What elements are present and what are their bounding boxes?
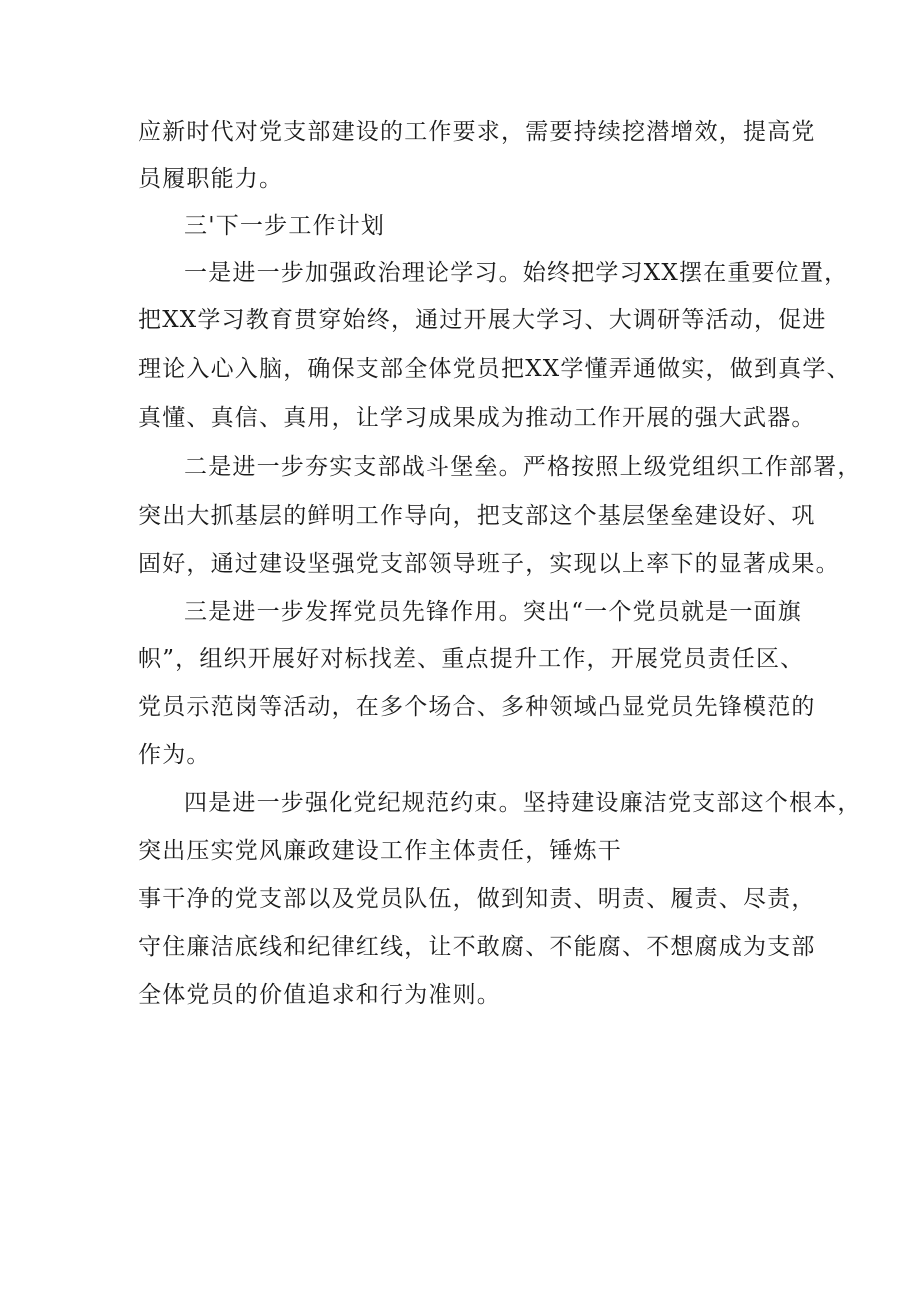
body-text-line: 帜”，组织开展好对标找差、重点提升工作，开展党员责任区、 — [138, 646, 805, 672]
body-text-line: 把XX学习教育贯穿始终，通过开展大学习、大调研等活动，促进 — [138, 307, 827, 333]
body-text-line: 应新时代对党支部建设的工作要求，需要持续挖潜增效，提高党 — [138, 119, 816, 145]
body-text-line: 突出压实党风廉政建设工作主体责任，锤炼干 — [138, 838, 622, 864]
body-text-line: 守住廉洁底线和纪律红线，让不敢腐、不能腐、不想腐成为支部 — [138, 934, 816, 960]
body-text-line: 固好，通过建设坚强党支部领导班子，实现以上率下的显著成果。 — [138, 551, 840, 577]
paragraph-first-line: 四是进一步强化党纪规范约束。坚持建设廉洁党支部这个根本， — [184, 790, 862, 816]
body-text-line: 全体党员的价值追求和行为准则。 — [138, 982, 501, 1008]
paragraph-first-line: 二是进一步夯实支部战斗堡垒。严格按照上级党组织工作部署， — [184, 454, 862, 480]
section-heading: 三'下一步工作计划 — [184, 213, 386, 239]
paragraph-first-line: 三是进一步发挥党员先锋作用。突出“一个党员就是一面旗 — [184, 599, 802, 625]
body-text-line: 事干净的党支部以及党员队伍，做到知责、明责、履责、尽责， — [138, 886, 816, 912]
body-text-line: 党员示范岗等活动，在多个场合、多种领域凸显党员先锋模范的 — [138, 694, 816, 720]
body-text-line: 员履职能力。 — [138, 166, 284, 192]
body-text-line: 理论入心入脑，确保支部全体党员把XX学懂弄通做实，做到真学、 — [138, 356, 851, 382]
body-text-line: 突出大抓基层的鲜明工作导向，把支部这个基层堡垒建设好、巩 — [138, 503, 816, 529]
body-text-line: 真懂、真信、真用，让学习成果成为推动工作开展的强大武器。 — [138, 405, 816, 431]
paragraph-first-line: 一是进一步加强政治理论学习。始终把学习XX摆在重要位置， — [184, 260, 849, 286]
body-text-line: 作为。 — [138, 742, 211, 768]
